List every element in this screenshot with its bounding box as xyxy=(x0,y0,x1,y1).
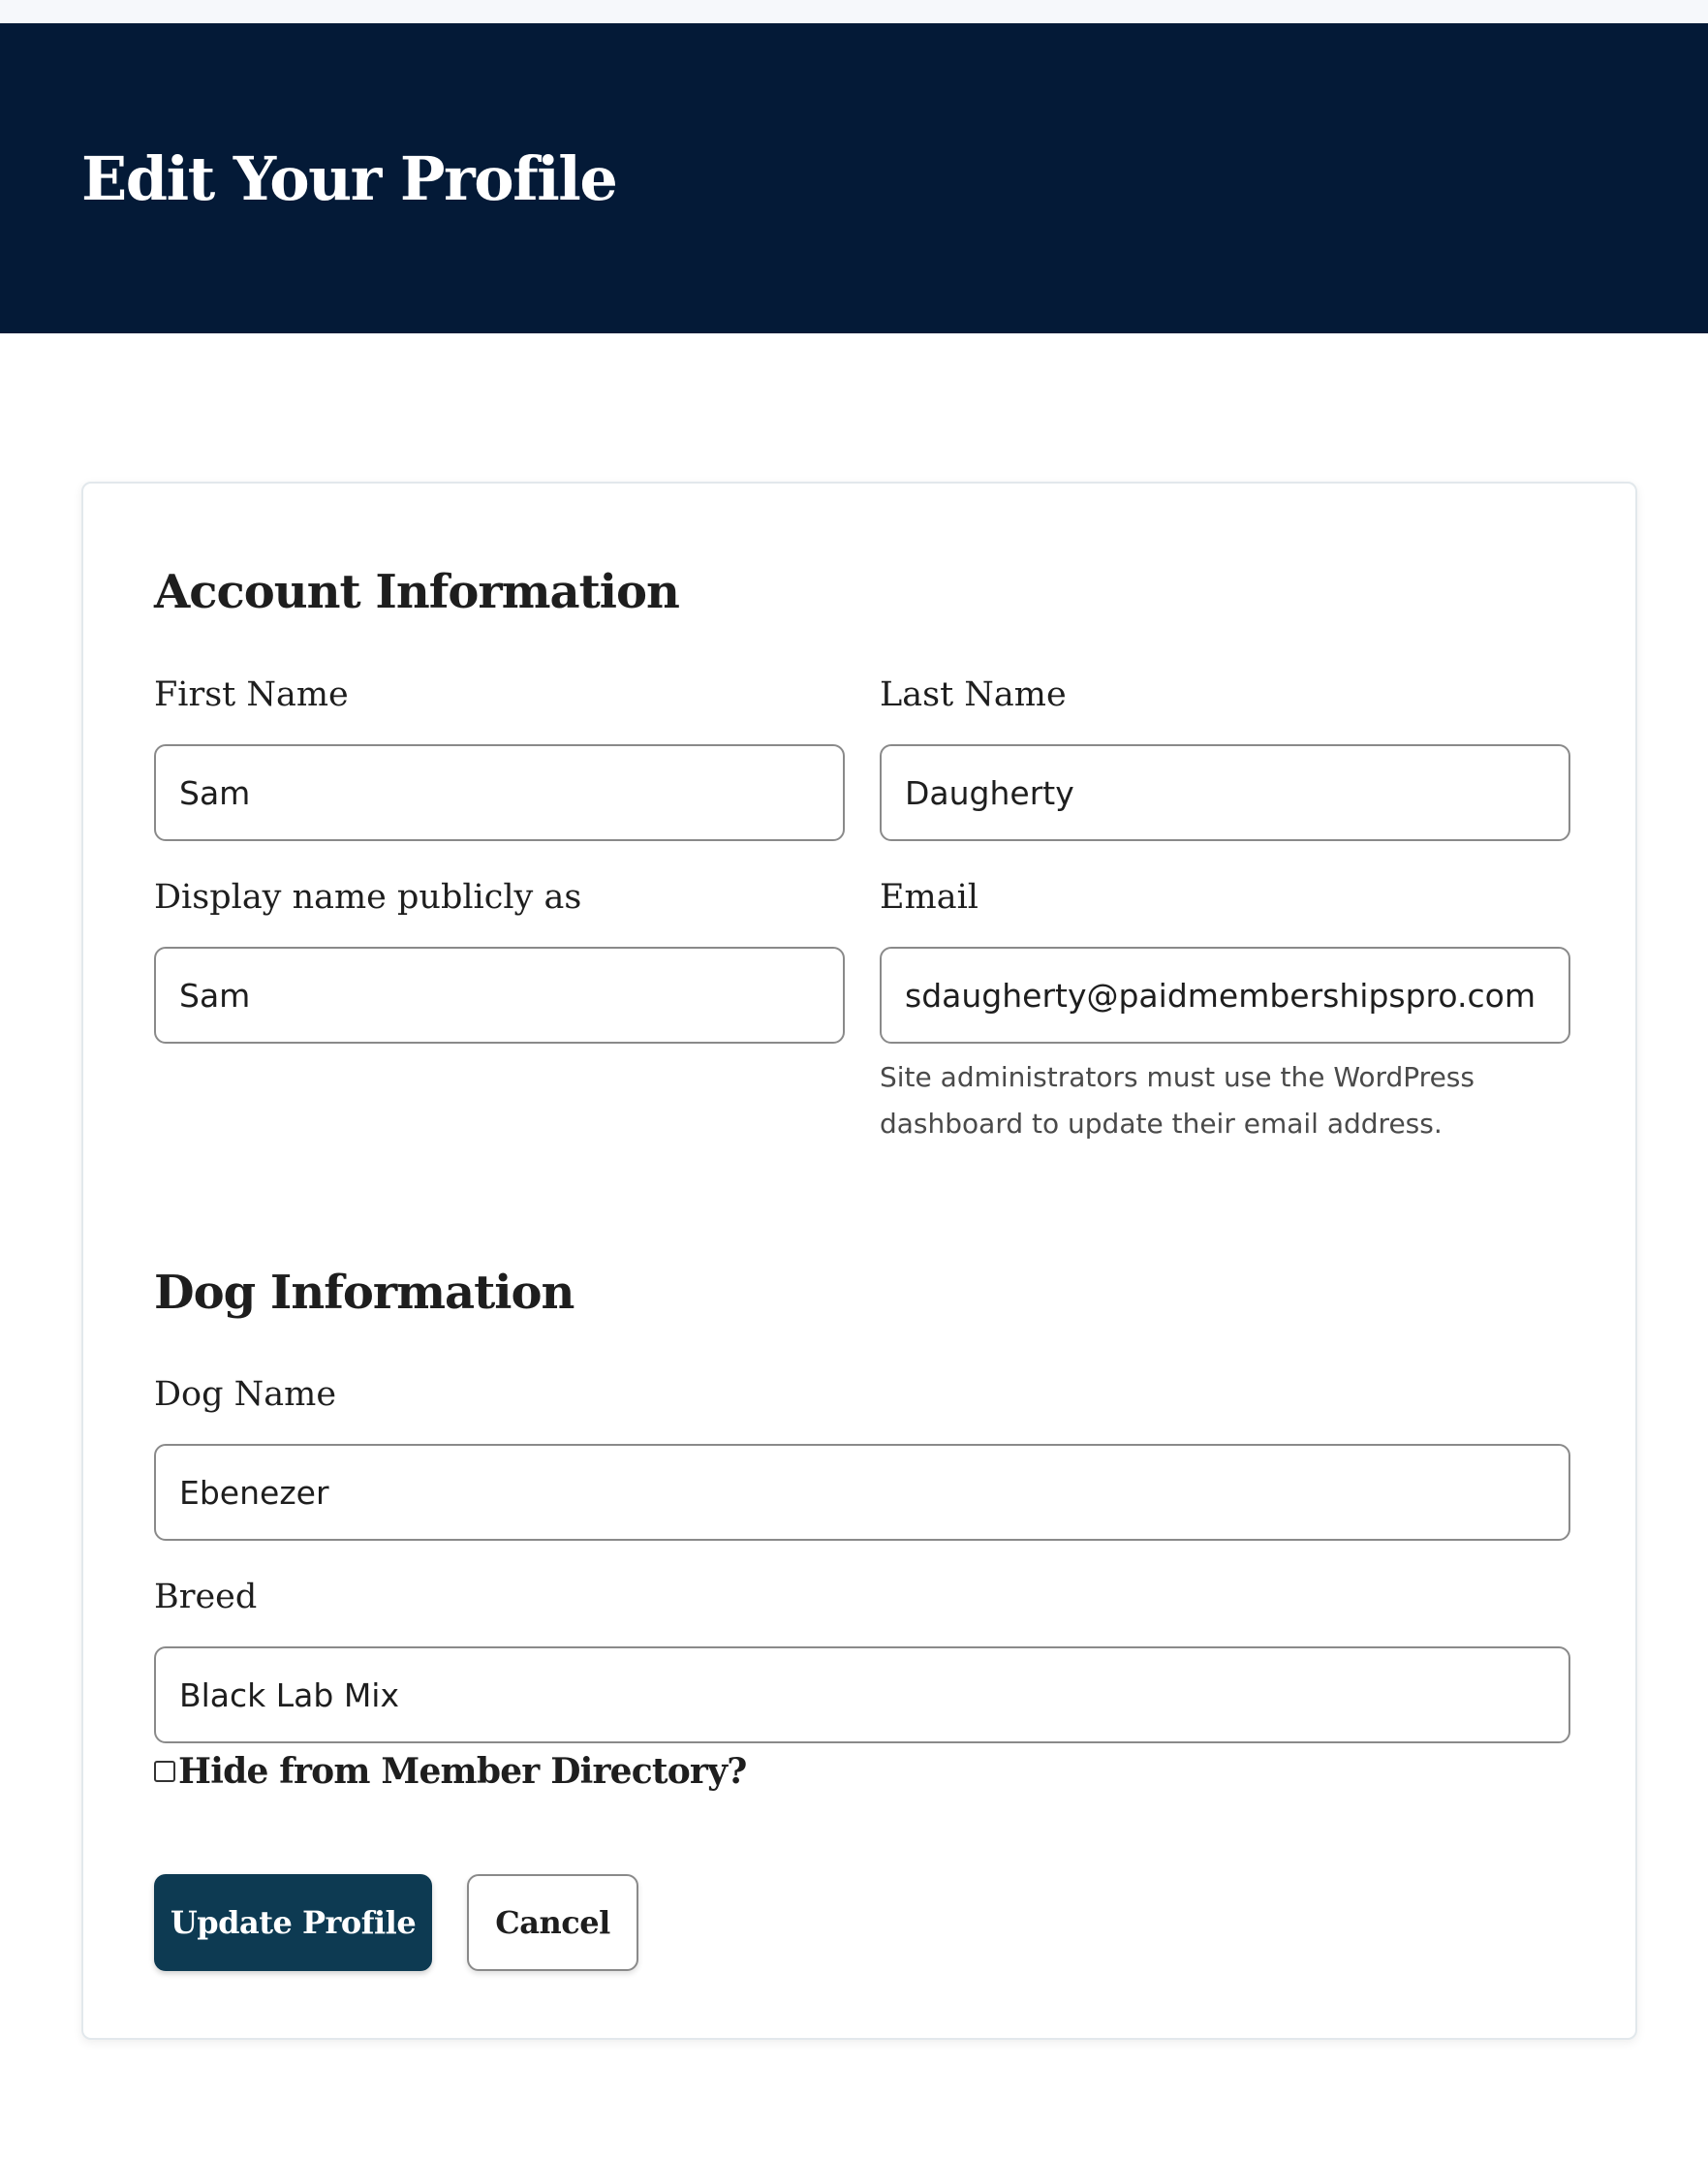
cancel-button[interactable] xyxy=(467,1874,638,1971)
hide-directory-row[interactable] xyxy=(154,1751,747,1792)
dog-name-input[interactable] xyxy=(154,1444,1570,1541)
update-profile-label: Update Profile xyxy=(170,1904,417,1941)
email-label: Email xyxy=(880,878,978,917)
breed-input[interactable] xyxy=(154,1646,1570,1743)
top-strip xyxy=(0,0,1708,23)
email-help-text: Site administrators must use the WordPress dashboard to update their email address. xyxy=(880,1061,1475,1140)
last-name-label: Last Name xyxy=(880,675,1067,714)
profile-form xyxy=(81,482,1637,2040)
display-name-label: Display name publicly as xyxy=(154,878,582,917)
update-profile-button[interactable] xyxy=(154,1874,432,1971)
cancel-label: Cancel xyxy=(495,1904,610,1941)
account-section-title: Account Information xyxy=(154,565,679,619)
hide-directory-checkbox[interactable] xyxy=(154,1761,175,1782)
first-name-label: First Name xyxy=(154,675,349,714)
hide-directory-label[interactable]: Hide from Member Directory? xyxy=(178,1751,747,1792)
dog-section-title: Dog Information xyxy=(154,1266,575,1320)
email-input[interactable] xyxy=(880,947,1570,1044)
breed-label: Breed xyxy=(154,1578,258,1616)
last-name-input[interactable] xyxy=(880,744,1570,841)
dog-name-label: Dog Name xyxy=(154,1375,337,1414)
first-name-input[interactable] xyxy=(154,744,845,841)
page-title: Edit Your Profile xyxy=(81,142,617,214)
display-name-input[interactable] xyxy=(154,947,845,1044)
page-header xyxy=(0,23,1708,333)
